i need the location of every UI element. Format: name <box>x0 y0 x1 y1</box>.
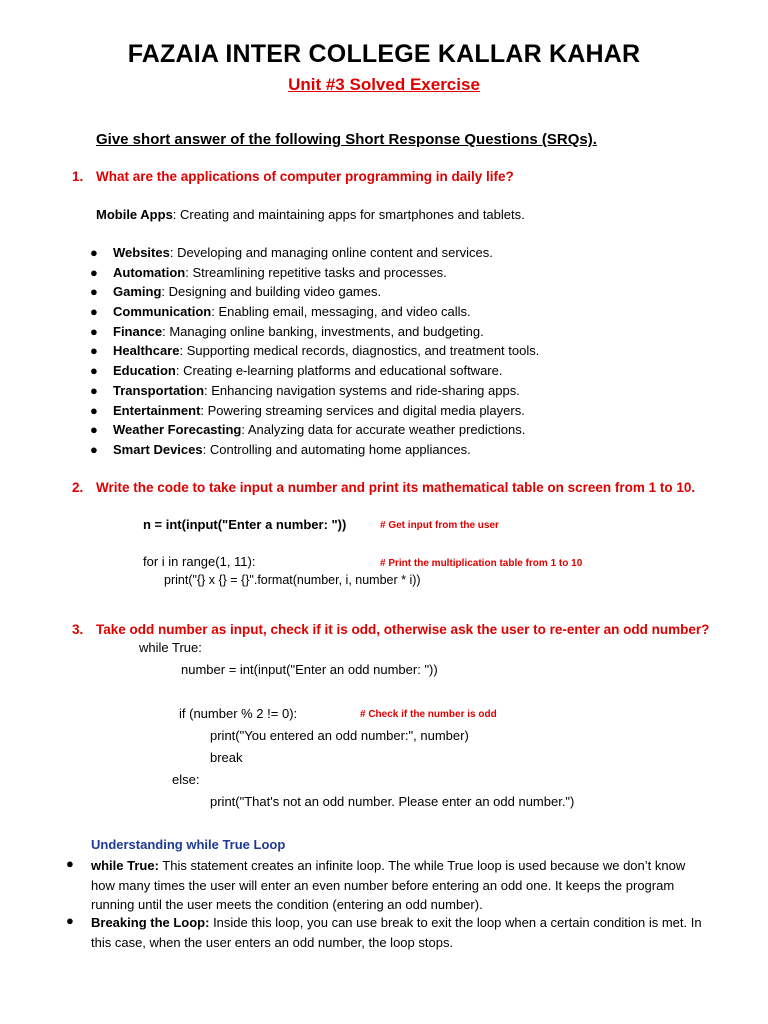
list-item <box>90 341 539 361</box>
desc: This statement creates an infinite loop. The while True loop is used because we don’t know how many times the user will enter an even number before entering an odd one. It keeps the program running until the user meets the condition (entering an odd number). <box>91 858 686 912</box>
term: Gaming <box>113 284 162 300</box>
desc: Inside this loop, you can use break to exit the loop when a certain condition is met. In this case, when the user enters an odd number, the loop stops. <box>91 915 702 950</box>
desc: : Streamlining repetitive tasks and processes. <box>185 264 447 280</box>
term: Smart Devices <box>113 441 203 457</box>
instruction: Give short answer of the following Short Response Questions (SRQs). <box>96 131 597 148</box>
code-line: else: <box>172 772 200 787</box>
bullet-icon: ● <box>90 422 98 438</box>
bullet-icon: ● <box>90 441 98 457</box>
bullet-icon: ● <box>66 856 74 871</box>
desc: : Managing online banking, investments, and budgeting. <box>162 323 484 339</box>
term: Healthcare <box>113 343 180 359</box>
term: Weather Forecasting <box>113 422 242 438</box>
desc: : Designing and building video games. <box>161 284 382 300</box>
question-1 <box>72 169 514 184</box>
code-comment: # Get input from the user <box>380 520 499 531</box>
term: Education <box>113 363 176 379</box>
applications-list <box>90 243 539 460</box>
term: Websites <box>113 245 170 260</box>
desc: : Controlling and automating home appliances. <box>202 441 471 457</box>
code-line: for i in range(1, 11): <box>143 554 256 569</box>
bullet-icon: ● <box>90 304 98 320</box>
code-line: n = int(input("Enter a number: ")) <box>143 517 347 532</box>
code-comment: # Print the multiplication table from 1 to 10 <box>380 558 583 569</box>
code-line: print("That's not an odd number. Please enter an odd number.") <box>210 794 575 809</box>
list-item <box>90 440 539 460</box>
question-2 <box>72 480 695 495</box>
code-line: number = int(input("Enter an odd number: ")) <box>181 662 438 677</box>
list-item <box>90 420 539 440</box>
desc: : Creating and maintaining apps for smartphones and tablets. <box>172 207 525 222</box>
bullet-icon: ● <box>66 913 74 928</box>
term: Transportation <box>113 382 205 398</box>
code-line: print("You entered an odd number:", number) <box>210 728 469 743</box>
bullet-icon: ● <box>90 264 98 280</box>
question-text: What are the applications of computer programming in daily life? <box>96 169 514 184</box>
section-heading: Understanding while True Loop <box>91 837 286 852</box>
desc: : Creating e-learning platforms and educational software. <box>175 363 503 379</box>
question-number: 2. <box>72 480 84 495</box>
bullet-icon: ● <box>90 245 98 260</box>
term: Finance <box>113 323 163 339</box>
list-item <box>90 302 539 322</box>
question-number: 1. <box>72 169 84 184</box>
question-text: Write the code to take input a number and print its mathematical table on screen from 1 to 10. <box>96 480 696 495</box>
desc: : Powering streaming services and digital media players. <box>200 402 525 418</box>
code-line: print("{} x {} = {}".format(number, i, number * i)) <box>164 573 421 587</box>
desc: : Supporting medical records, diagnostics, and treatment tools. <box>179 343 540 359</box>
code-line: break <box>210 750 243 765</box>
bullet-icon: ● <box>90 323 98 339</box>
question-3 <box>72 622 709 637</box>
desc: : Enhancing navigation systems and ride-sharing apps. <box>204 382 520 398</box>
list-item <box>90 322 539 342</box>
term: Mobile Apps <box>96 207 173 222</box>
explanation-point <box>91 856 711 915</box>
term: while True: <box>91 858 159 873</box>
code-line: if (number % 2 != 0): <box>179 706 298 721</box>
term: Automation <box>113 264 186 280</box>
page-subtitle: Unit #3 Solved Exercise <box>288 75 480 94</box>
page-title: FAZAIA INTER COLLEGE KALLAR KAHAR <box>127 40 641 68</box>
term: Communication <box>113 304 212 320</box>
desc: : Developing and managing online content and services. <box>169 245 493 260</box>
bullet-icon: ● <box>90 363 98 379</box>
bullet-icon: ● <box>90 382 98 398</box>
list-item <box>90 263 539 283</box>
list-item <box>90 243 539 263</box>
desc: : Analyzing data for accurate weather predictions. <box>241 422 526 438</box>
term: Entertainment <box>113 402 201 418</box>
list-item <box>90 401 539 421</box>
bullet-icon: ● <box>90 343 98 359</box>
question-number: 3. <box>72 622 84 637</box>
code-line: while True: <box>139 640 202 655</box>
q1-intro <box>96 207 525 222</box>
list-item <box>90 361 539 381</box>
desc: : Enabling email, messaging, and video calls. <box>211 304 471 320</box>
bullet-icon: ● <box>90 402 98 418</box>
bullet-icon: ● <box>90 284 98 300</box>
term: Breaking the Loop: <box>91 915 210 930</box>
list-item <box>90 381 539 401</box>
list-item <box>90 282 539 302</box>
question-text: Take odd number as input, check if it is odd, otherwise ask the user to re-enter an odd number? <box>96 622 710 637</box>
explanation-point <box>91 913 711 952</box>
code-comment: # Check if the number is odd <box>360 709 497 720</box>
